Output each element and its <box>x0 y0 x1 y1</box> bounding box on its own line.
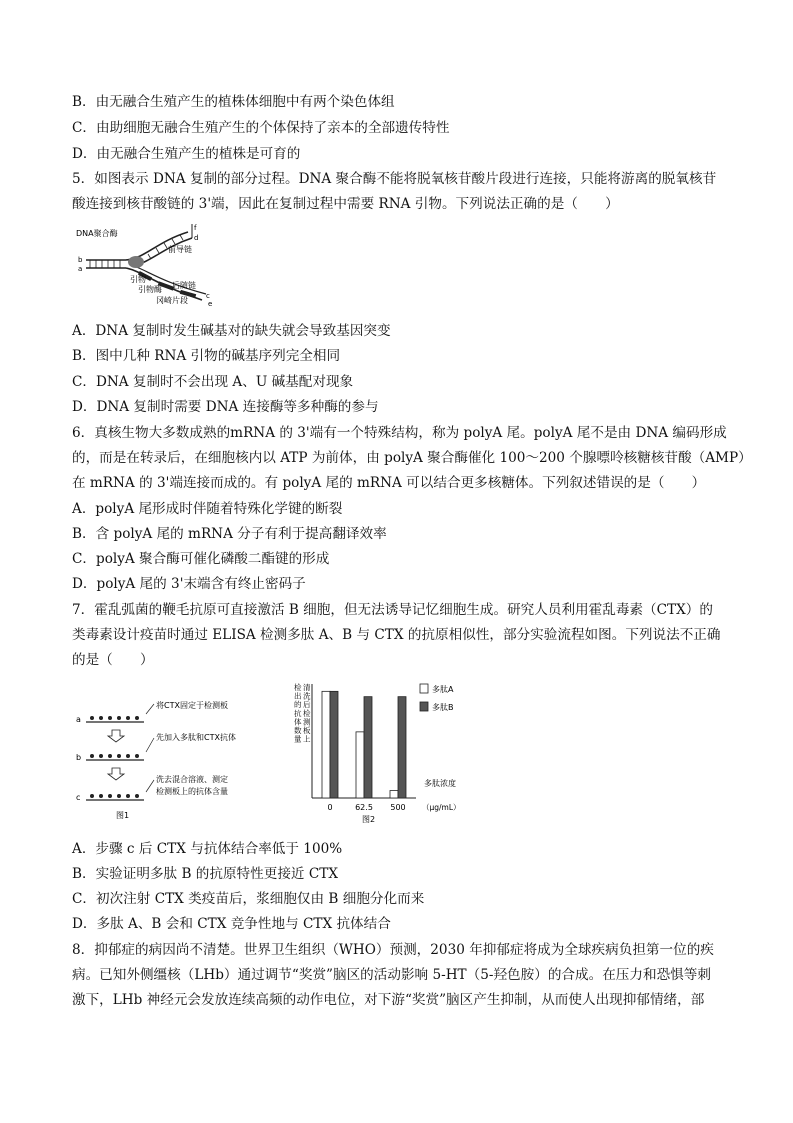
q5-option-c: C．DNA 复制时不会出现 A、U 碱基配对现象 <box>72 374 354 390</box>
label-d: d <box>194 234 199 242</box>
q7-stem-line3: 的是（ ） <box>72 652 154 668</box>
q4-option-d: D．由无融合生殖产生的植株是可育的 <box>72 146 301 162</box>
q8-line2: 病。已知外侧缰核（LHb）通过调节“奖赏”脑区的活动影响 5-HT（5-羟色胺）的合成。在压力和恐惧等刺 <box>72 967 711 983</box>
q6-stem-line1: 6．真核生物大多数成熟的mRNA 的 3'端有一个特殊结构，称为 polyA 尾。polyA 尾不是由 DNA 编码形成 <box>72 425 727 441</box>
q6-option-b: B．含 polyA 尾的 mRNA 分子有利于提高翻译效率 <box>72 526 387 542</box>
plate-a <box>86 716 144 722</box>
plate-b <box>86 754 144 760</box>
legend <box>420 684 454 712</box>
q8-line3: 激下，LHb 神经元会发放连续高频的动作电位，对下游“奖赏”脑区产生抑制，从而使人出现抑郁情绪，部 <box>72 992 705 1008</box>
q7-stem-line2: 类毒素设计疫苗时通过 ELISA 检测多肽 A、B 与 CTX 的抗原相似性，部分实验流程如图。下列说法不正确 <box>72 627 721 643</box>
bar-a-0 <box>322 691 330 798</box>
q7-option-a: A．步骤 c 后 CTX 与抗体结合率低于 100% <box>72 841 343 857</box>
legend-swatch-a <box>420 684 428 693</box>
q7-option-c: C．初次注射 CTX 类疫苗后，浆细胞仅由 B 细胞分化而来 <box>72 891 425 907</box>
q5-stem-line2: 酸连接到核苷酸链的 3'端，因此在复制过程中需要 RNA 引物。下列说法正确的是（ ） <box>72 196 619 212</box>
label-b: b <box>78 256 83 264</box>
dna-replication-figure <box>76 222 216 312</box>
y-axis-label-col1: 检出的抗体数量 <box>294 683 302 744</box>
bar-a-62.5 <box>356 732 364 798</box>
label-c: c <box>206 292 210 300</box>
bar-a-500 <box>390 791 398 798</box>
figure2-caption: 图2 <box>362 815 376 824</box>
q4-option-c: C．由助细胞无融合生殖产生的个体保持了亲本的全部遗传特性 <box>72 120 450 136</box>
q6-option-c: C．polyA 聚合酶可催化磷酸二酯键的形成 <box>72 551 330 567</box>
q5-stem-line1: 5．如图表示 DNA 复制的部分过程。DNA 聚合酶不能将脱氧核苷酸片段进行连接，只能将游离的脱氧核苷 <box>72 171 717 187</box>
step-label-a: a <box>76 715 81 724</box>
bar-b-0 <box>330 691 338 798</box>
step-a-text: 将CTX固定于检测板 <box>156 701 228 710</box>
legend-label-a: 多肽A <box>432 685 454 694</box>
plate-c <box>86 794 144 800</box>
q5-option-b: B．图中几种 RNA 引物的碱基序列完全相同 <box>72 348 341 364</box>
x-tick-label: 62.5 <box>355 803 373 812</box>
label-f: f <box>194 224 197 232</box>
down-arrow-icon <box>108 730 124 742</box>
step-c-text-2: 检测板上的抗体含量 <box>156 787 228 796</box>
step-label-b: b <box>76 753 82 762</box>
x-axis-unit: （μg/mL） <box>422 803 461 812</box>
q6-option-d: D．polyA 尾的 3'末端含有终止密码子 <box>72 576 306 592</box>
label-okazaki-fragment: 冈崎片段 <box>156 296 188 305</box>
step-c-text-1: 洗去混合溶液、测定 <box>156 775 228 784</box>
y-axis-label <box>294 682 311 744</box>
q7-option-d: D．多肽 A、B 会和 CTX 竞争性地与 CTX 抗体结合 <box>72 916 391 932</box>
label-a: a <box>78 265 83 273</box>
bar-b-500 <box>398 697 406 798</box>
bar-b-62.5 <box>364 697 372 798</box>
legend-label-b: 多肽B <box>432 703 454 712</box>
x-axis-label: 多肽浓度 <box>424 779 456 788</box>
q7-option-b: B．实验证明多肽 B 的抗原特性更接近 CTX <box>72 866 338 882</box>
antibody-bar-chart <box>276 676 476 826</box>
legend-swatch-b <box>420 702 428 711</box>
label-e: e <box>208 300 213 308</box>
label-dna-polymerase: DNA聚合酶 <box>76 229 118 238</box>
label-lagging-strand: 后随链 <box>172 281 196 290</box>
q6-stem-line3: 在 mRNA 的 3'端连接而成的。有 polyA 尾的 mRNA 可以结合更多核糖体。下列叙述错误的是（ ） <box>72 475 706 491</box>
q5-option-a: A．DNA 复制时发生碱基对的缺失就会导致基因突变 <box>72 323 391 339</box>
q4-option-b: B．由无融合生殖产生的植株体细胞中有两个染色体组 <box>72 94 395 110</box>
step-b-text: 先加入多肽和CTX抗体 <box>156 733 236 742</box>
figure1-caption: 图1 <box>116 811 130 820</box>
label-leading-strand: 前导链 <box>168 245 192 254</box>
x-tick-label: 500 <box>390 803 406 812</box>
y-axis-label-col2: 清洗后检测板上 <box>303 683 311 744</box>
q5-option-d: D．DNA 复制时需要 DNA 连接酶等多种酶的参与 <box>72 399 379 415</box>
down-arrow-icon <box>108 768 124 780</box>
elisa-workflow-figure <box>76 690 276 822</box>
step-label-c: c <box>76 793 81 802</box>
q7-stem-line1: 7．霍乱弧菌的鞭毛抗原可直接激活 B 细胞，但无法诱导记忆细胞生成。研究人员利用霍乱毒素（CTX）的 <box>72 602 713 618</box>
q8-line1: 8．抑郁症的病因尚不清楚。世界卫生组织（WHO）预测，2030 年抑郁症将成为全球疾病负担第一位的疾 <box>72 942 714 958</box>
q6-option-a: A．polyA 尾形成时伴随着特殊化学键的断裂 <box>72 501 343 517</box>
label-primase: 引物酶 <box>138 285 162 294</box>
x-tick-label: 0 <box>327 803 333 812</box>
label-primer: 引物 <box>130 275 146 284</box>
q6-stem-line2: 的，而是在转录后，在细胞核内以 ATP 为前体，由 polyA 聚合酶催化 100～200 个腺嘌呤核糖核苷酸（AMP） <box>72 450 752 466</box>
